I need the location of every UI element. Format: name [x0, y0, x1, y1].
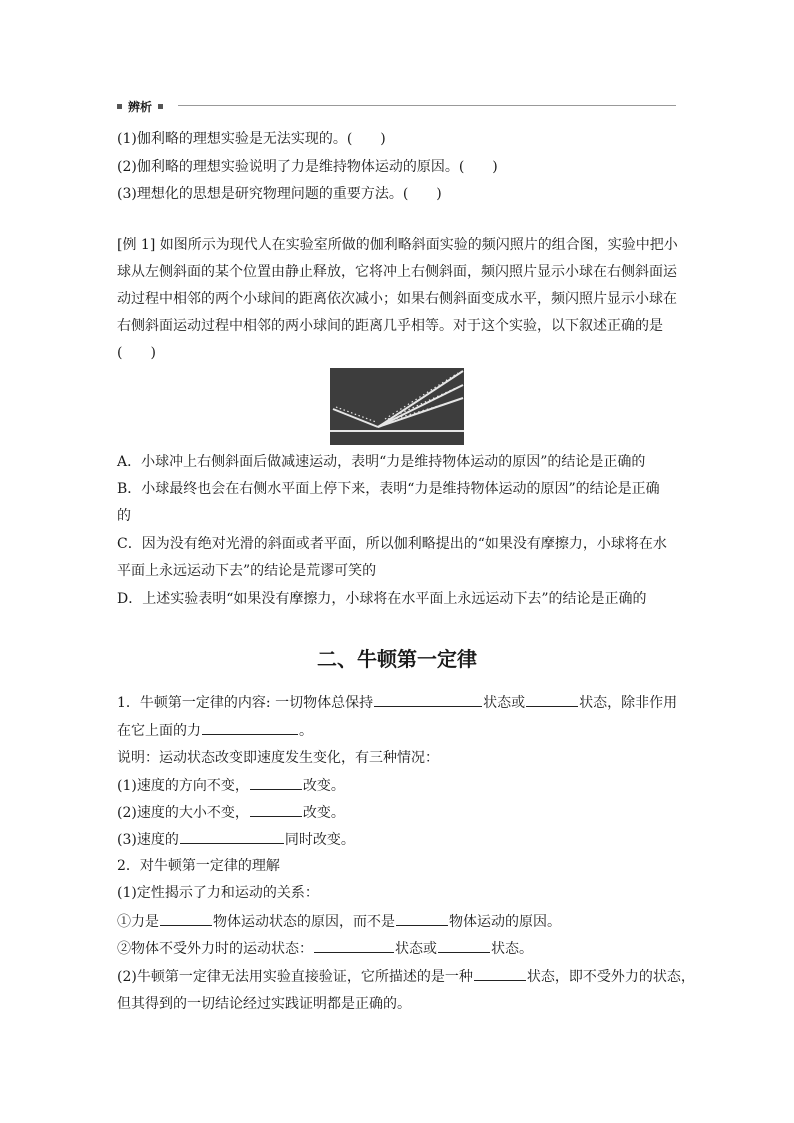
sub-point: ②物体不受外力时的运动状态： 状态或 状态。: [117, 938, 679, 959]
answer-blank[interactable]: [202, 720, 298, 735]
section-label: [117, 98, 163, 115]
answer-blank[interactable]: [474, 966, 526, 981]
section-heading: 二、牛顿第一定律: [317, 647, 477, 671]
example-tag: [例 1]: [117, 237, 156, 253]
newton-law-line: 在它上面的力 。: [117, 720, 679, 741]
option-b: B．小球最终也会在右侧水平面上停下来，表明“力是维持物体运动的原因”的结论是正确: [117, 481, 660, 497]
judge-item: (3)理想化的思想是研究物理问题的重要方法。( ): [117, 186, 442, 202]
option-c-cont: 平面上永远运动下去”的结论是荒谬可笑的: [117, 563, 377, 579]
option-d: D．上述实验表明“如果没有摩擦力，小球将在水平面上永远运动下去”的结论是正确的: [117, 591, 647, 607]
example-text: 如图所示为现代人在实验室所做的伽利略斜面实验的频闪照片的组合图，实验中把小: [159, 237, 678, 253]
option-c: C．因为没有绝对光滑的斜面或者平面，所以伽利略提出的“如果没有摩擦力，小球将在水: [117, 536, 667, 552]
point-heading: 2．对牛顿第一定律的理解: [117, 858, 280, 874]
sub-point: 但其得到的一切结论经过实践证明都是正确的。: [117, 996, 411, 1012]
example-line: 动过程中相邻的两个小球间的距离依次减小；如果右侧斜面变成水平，频闪照片显示小球在: [117, 291, 677, 307]
answer-blank[interactable]: [250, 775, 302, 790]
sub-point: (1)定性揭示了力和运动的关系：: [117, 885, 319, 901]
square-bullet-icon: [158, 104, 163, 109]
newton-law-line: 1．牛顿第一定律的内容: 一切物体总保持 状态或 状态，除非作用: [117, 692, 679, 713]
example-line: 右侧斜面运动过程中相邻的两小球间的距离几乎相等。对于这个实验，以下叙述正确的是: [117, 318, 663, 334]
example-line: ( ): [117, 345, 156, 361]
answer-blank[interactable]: [160, 911, 212, 926]
answer-blank[interactable]: [396, 911, 448, 926]
answer-blank[interactable]: [250, 802, 302, 817]
sub-point: ①力是 物体运动状态的原因，而不是 物体运动的原因。: [117, 911, 679, 932]
judge-item: (1)伽利略的理想实验是无法实现的。( ): [117, 131, 386, 147]
answer-blank[interactable]: [180, 829, 284, 844]
sub-point: (2)牛顿第一定律无法用实验直接验证，它所描述的是一种 状态，即不受外力的状态，: [117, 966, 679, 987]
section-rule: [178, 105, 676, 106]
judge-item: (2)伽利略的理想实验说明了力是维持物体运动的原因。( ): [117, 159, 498, 175]
square-bullet-icon: [117, 104, 122, 109]
galileo-incline-flash-photo: [330, 368, 464, 445]
case-line: (2)速度的大小不变， 改变。: [117, 802, 679, 823]
option-b-cont: 的: [117, 508, 131, 524]
example-line: 球从左侧斜面的某个位置由静止释放，它将冲上右侧斜面，频闪照片显示小球在右侧斜面运: [117, 264, 677, 280]
note-line: 说明：运动状态改变即速度发生变化，有三种情况：: [117, 750, 439, 766]
answer-blank[interactable]: [438, 938, 490, 953]
case-line: (3)速度的 同时改变。: [117, 829, 679, 850]
option-a: A．小球冲上右侧斜面后做减速运动，表明“力是维持物体运动的原因”的结论是正确的: [117, 454, 646, 470]
answer-blank[interactable]: [374, 692, 482, 707]
answer-blank[interactable]: [314, 938, 394, 953]
section-label-text: 辨析: [128, 100, 153, 114]
answer-blank[interactable]: [526, 692, 578, 707]
example-line: [117, 235, 679, 255]
case-line: (1)速度的方向不变， 改变。: [117, 775, 679, 796]
